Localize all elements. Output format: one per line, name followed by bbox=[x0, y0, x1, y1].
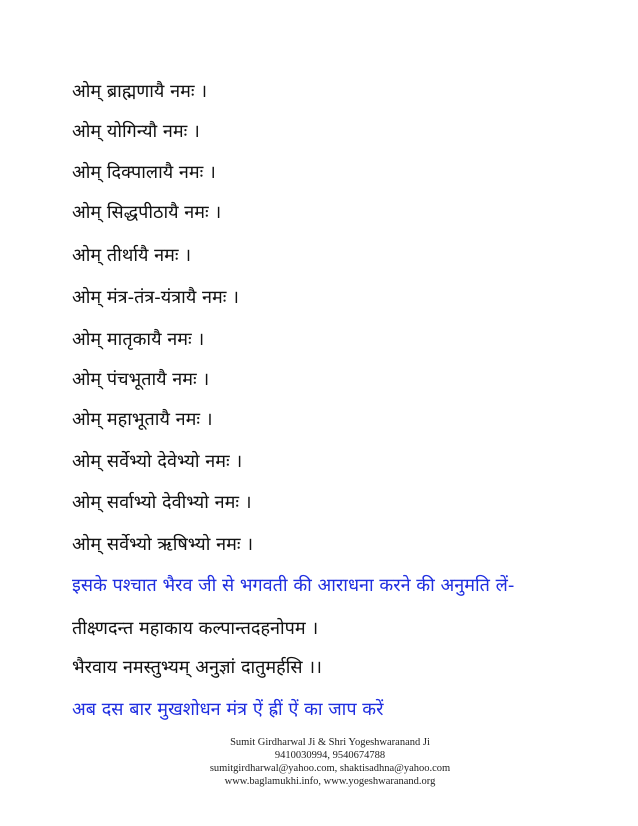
footer-names: Sumit Girdharwal Ji & Shri Yogeshwaranand Ji bbox=[230, 737, 430, 748]
mantra-line: भैरवाय नमस्तुभ्यम् अनुज्ञां दातुमर्हसि ।। bbox=[72, 657, 322, 678]
mantra-line: ओम् ब्राह्मणायै नमः । bbox=[72, 81, 208, 102]
instruction-line: इसके पश्चात भैरव जी से भगवती की आराधना करने की अनुमति लें- bbox=[72, 575, 515, 596]
mantra-line: ओम् सर्वाभ्यो देवीभ्यो नमः । bbox=[72, 492, 252, 513]
mantra-line: ओम् मंत्र-तंत्र-यंत्रायै नमः । bbox=[72, 287, 239, 308]
footer-emails: sumitgirdharwal@yahoo.com, shaktisadhna@yahoo.com bbox=[209, 763, 451, 774]
instruction-line: अब दस बार मुखशोधन मंत्र ऐं ह्रीं ऐं का जाप करें bbox=[72, 699, 384, 720]
mantra-line: तीक्ष्णदन्त महाकाय कल्पान्तदहनोपम । bbox=[72, 618, 319, 639]
mantra-line: ओम् सर्वेभ्यो ऋषिभ्यो नमः । bbox=[72, 534, 254, 555]
footer-websites: www.baglamukhi.info, www.yogeshwaranand.org bbox=[224, 776, 436, 787]
mantra-line: ओम् योगिन्यौ नमः । bbox=[72, 121, 200, 142]
mantra-line: ओम् पंचभूतायै नमः । bbox=[72, 369, 210, 390]
mantra-line: ओम् मातृकायै नमः । bbox=[72, 329, 205, 350]
mantra-line: ओम् तीर्थायै नमः । bbox=[72, 245, 192, 266]
mantra-line: ओम् दिक्पालायै नमः । bbox=[72, 162, 216, 183]
footer-contact bbox=[160, 736, 500, 788]
mantra-line: ओम् महाभूतायै नमः । bbox=[72, 409, 213, 430]
mantra-line: ओम् सिद्धपीठायै नमः । bbox=[72, 202, 222, 223]
footer-phones: 9410030994, 9540674788 bbox=[274, 750, 386, 761]
mantra-line: ओम् सर्वेभ्यो देवेभ्यो नमः । bbox=[72, 451, 243, 472]
